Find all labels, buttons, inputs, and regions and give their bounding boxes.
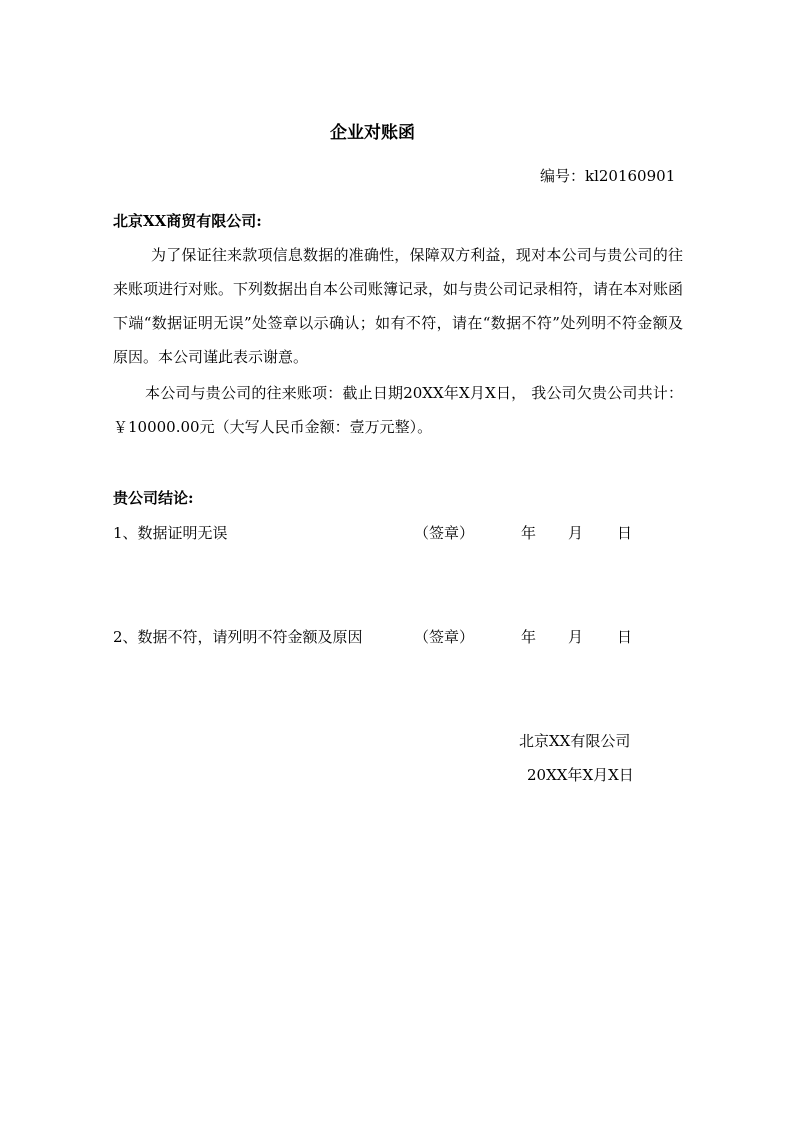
body-paragraph-1: 为了保证往来款项信息数据的准确性，保障双方利益，现对本公司与贵公司的往来账项进行对账。下列数据出自本公司账簿记录，如与贵公司记录相符，请在本对账函下端“数据证明无误”处签章以示确认；如有不符，请在“数据不符”处列明不符金额及原因。本公司谨此表示谢意。 <box>113 246 684 366</box>
sender-company: 北京XX有限公司 <box>519 732 631 750</box>
recipient-name: 北京XX商贸有限公司: <box>113 212 262 230</box>
option-confirm-year: 年 <box>521 524 537 542</box>
option-mismatch-label: 2、数据不符，请列明不符金额及原因 <box>113 628 363 646</box>
document-number: 编号：kl20160901 <box>540 167 676 185</box>
option-mismatch-year: 年 <box>521 628 537 646</box>
option-mismatch-day: 日 <box>617 628 633 646</box>
option-confirm-label: 1、数据证明无误 <box>113 524 228 542</box>
option-mismatch-signature: （签章） <box>414 628 475 646</box>
letter-title: 企业对账函 <box>330 123 415 143</box>
conclusion-heading: 贵公司结论: <box>113 489 194 507</box>
option-confirm-month: 月 <box>568 524 584 542</box>
sender-date: 20XX年X月X日 <box>527 766 634 784</box>
body-paragraph-2: 本公司与贵公司的往来账项：截止日期20XX年X月X日， 我公司欠贵公司共计：￥10000.00元（大写人民币金额：壹万元整）。 <box>113 384 683 436</box>
option-confirm-day: 日 <box>617 524 633 542</box>
option-mismatch-month: 月 <box>568 628 584 646</box>
option-confirm-signature: （签章） <box>414 524 475 542</box>
